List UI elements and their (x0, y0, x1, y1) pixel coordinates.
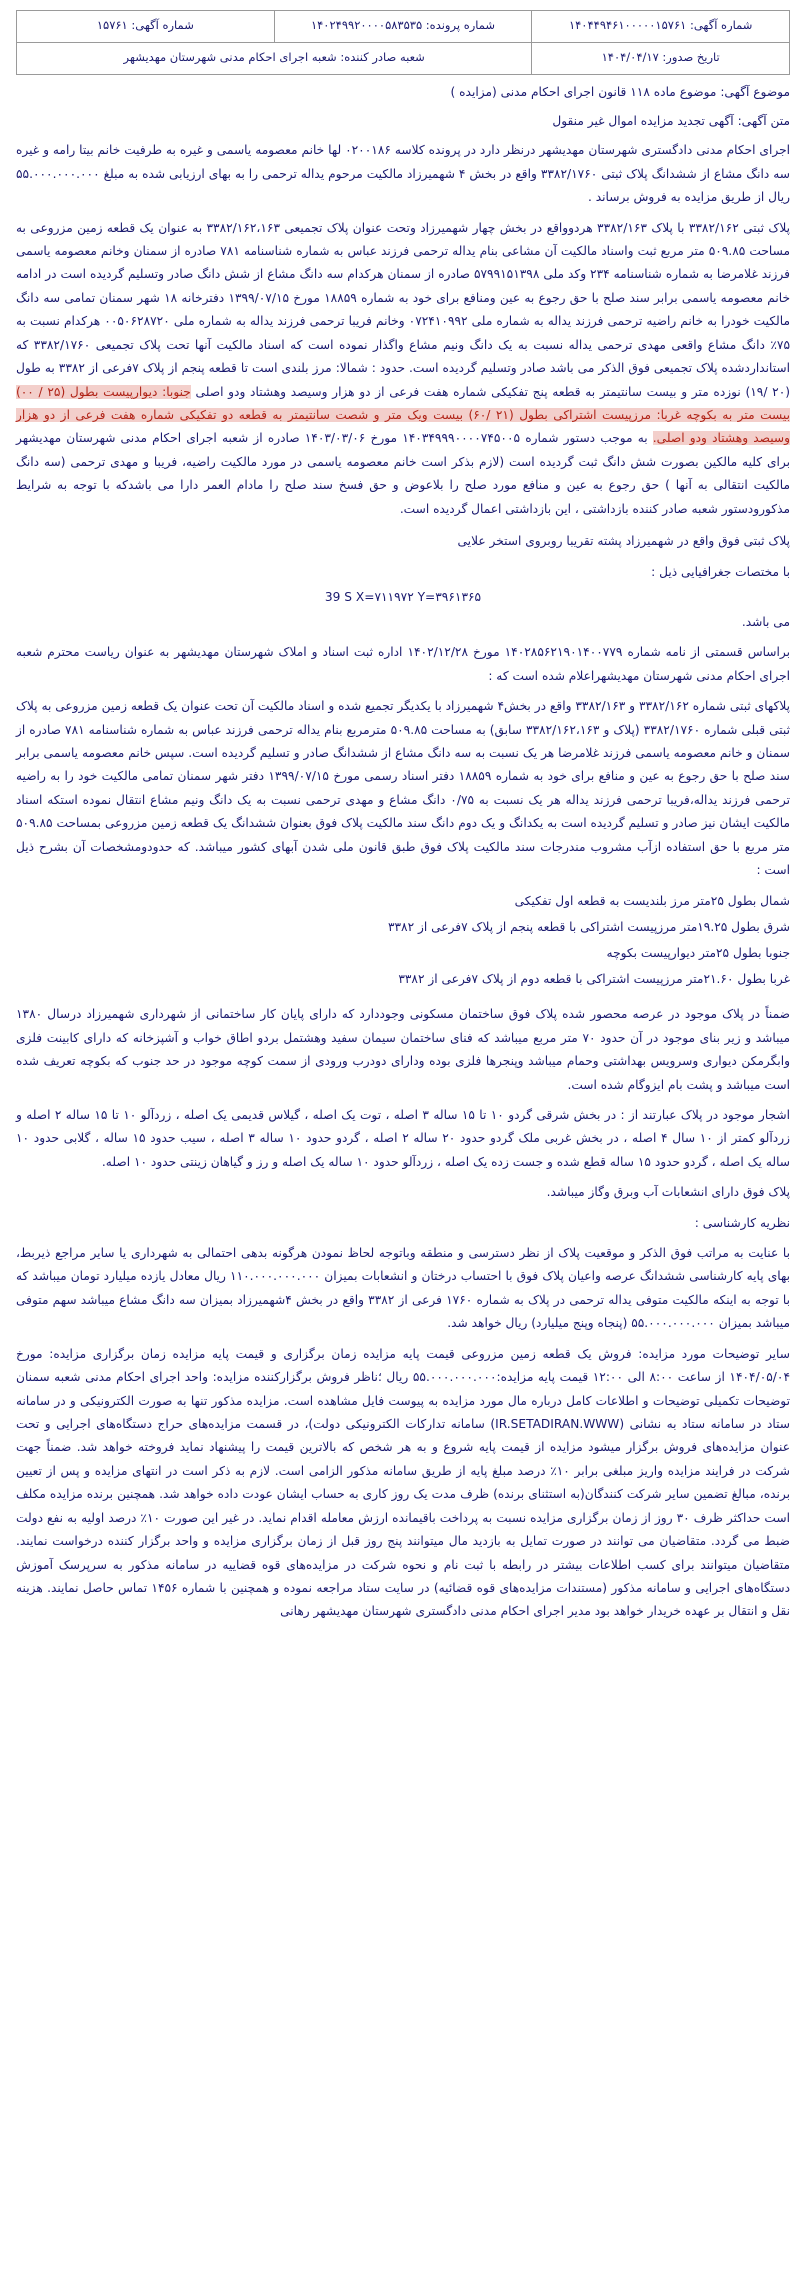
property-description-cont: به موجب دستور شماره ۱۴۰۳۴۹۹۹۰۰۰۰۷۴۵۰۰۵ مورخ ۱۴۰۳/۰۳/۰۶ صادره از شعبه اجرای احکام مدنی شهرستان مهدیشهر برای کلیه مالکین بصورت شش دانگ ثبت گردیده است (لازم بذکر است خانم معصومه یاسمی در مورد مالکیت راضیه، فریبا و مهدی ترحمی (سه دانگ مالکیت انتقالی به آنها ) حق رجوع به عین و منافع مورد صلح را بلاعوض و حق فسخ سند صلح را مادام العمر دارا می باشدکه با توجه به شرایط مذکورودستور شعبه صادر کننده بازداشتی ، این بازداشتی اعمال گردیده است. (16, 431, 790, 516)
property-description-text: پلاک ثبتی ۳۳۸۲/۱۶۲ با پلاک ۳۳۸۲/۱۶۳ هردوواقع در بخش چهار شهمیرزاد وتحت عنوان پلاک تجمیعی ۳۳۸۲/۱۶۲،۱۶۳ به عنوان یک قطعه زمین مزروعی به مساحت ۵۰۹.۸۵ متر مربع ثبت واسناد مالکیت آن مشاعی بنام یداله ترحمی فرزند عباس به شماره شناسنامه ۷۸۱ صادره از سمنان وخانم معصومه یاسمی فرزند غلامرضا به شماره شناسنامه ۲۳۴ وکد ملی ۵۷۹۹۱۵۱۳۹۸ صادره از سمنان هرکدام سه دانگ مشاع از شش دانگ صادر وتسلیم گردیده است در ادامه خانم معصومه یاسمی برابر سند صلح با حق رجوع به عین ومنافع برای خود به شماره ۱۸۸۵۹ مورخ ۱۳۹۹/۰۷/۱۵ دفترخانه ۱۸ شهر سمنان تمامی سه دانگ مالکیت خودرا به خانم راضیه ترحمی فرزند یداله به شماره ملی ۰۷۲۴۱۰۹۹۲ وخانم فریبا ترحمی فرزند یداله به شماره ملی ۰۰۵۰۶۲۸۷۲۰ هرکدام نسبت به ۷۵٪ دانگ مشاع واقعی مهدی ترحمی یداله نسبت به یک دانگ ونیم مشاع واگذار نموده است که اسناد مالکیت آنها تحت پلاک تجمیعی ۳۳۸۲/۱۷۶۰ که استانداردشده پلاک تجمیعی فوق الذکر می باشد صادر وتسلیم گردیده است. حدود : شمالا: مرز بلندی است تا قطعه پنجم از پلاک ۷فرعی از ۳۳۸۲ به طول (۲۰ /۱۹) نوزده متر و بیست سانتیمتر به قطعه پنج تفکیکی شماره هفت فرعی از دو هزار وسیصد وهشتاد ودو اصلی (16, 220, 791, 399)
spacer (16, 994, 790, 1003)
paragraph-property-description (16, 217, 790, 521)
issuing-branch-cell (17, 43, 532, 75)
table-row (17, 43, 790, 75)
paragraph-utilities: پلاک فوق دارای انشعابات آب وبرق وگاز میباشد. (546, 1185, 790, 1200)
coordinates-block (16, 586, 790, 611)
announcement-short-number-cell (17, 11, 275, 43)
table-row (17, 11, 790, 43)
property-boundary-highlight: جنوبا: دیوارپیست بطول (۲۵ / ۰۰) بیست متر به بکوچه غربا: مرزپیست اشتراکی بطول (۲۱ /۶۰) بیست ویک متر و شصت سانتیمتر به قطعه دو تفکیکی شماره هفت فرعی از دو هزار وسیصد وهشتاد ودو اصلی. (16, 384, 790, 446)
case-number-label: شماره پرونده: (425, 18, 496, 33)
paragraph-auction-details: سایر توضیحات مورد مزایده: فروش یک قطعه زمین مزروعی قیمت پایه مزایده زمان برگزاری و قیمت پایه مزایده زمان برگزاری مزایده: مورخ ۱۴۰۴/۰۵/۰۴ از ساعت ۸:۰۰ الی ۱۲:۰۰ قیمت پایه مزایده:۵۵.۰۰۰.۰۰۰.۰۰۰ ریال ؛ناظر فروش برگزارکننده مزایده: واحد اجرای احکام مدنی شعبه سمنان توضیحات تکمیلی توضیحات و اطلاعات کامل درباره مال مورد مزایده به پیوست فایل مشاهده است. مزایده مذکور تنها به صورت الکترونیکی و در سامانه ستاد در سامانه ستاد به نشانی (IR.SETADIRAN.WWW) سامانه تدارکات الکترونیکی دولت)، در قسمت مزایده‌های حراج دستگاه‌های اجرایی و تحت عنوان مزایده‌های فروش برگزار میشود مزایده از قیمت پایه شروع و به هر شخص که بالاترین قیمت را پیشنهاد نماید فروخته خواهد شد. ضمناً جهت شرکت در فرایند مزایده واریز مبلغی برابر ۱۰٪ درصد مبلغ پایه از طریق سامانه مذکور الزامی است. لازم به ذکر است در انتهای مزایده و پس از تعیین برنده، مبالغ تضمین سایر شرکت کنندگان(به استثنای برنده) ظرف مدت یک روز کاری به حساب ایشان عودت داده خواهد شد. همچنین برنده مزایده مکلف است حداکثر ظرف ۳۰ روز از زمان برگزاری مزایده نسبت به پرداخت باقیمانده ارزش معامله اقدام نماید. در غیر این صورت ۱۰٪ درصد اولیه به نفع دولت ضبط می گردد. متقاضیان می توانند در صورت تمایل به بازدید مال میتوانند پنج روز قبل از زمان برگزاری مزایده و واحد برگزار کننده درخواست نمایند. متقاضیان میتوانند برای کسب اطلاعات بیشتر در رابطه با ثبت نام و نحوه شرکت در مزایده‌های قوه قضاییه در سامانه مذکور به سرپرسک آموزش دستگاه‌های اجرایی و سامانه مذکور (مستندات مزایده‌های قوه قضائیه) در سایت ستاد مراجعه نموده و همچنین با شماره ۱۴۵۶ تماس حاصل نمایند. هزینه نقل و انتقال بر عهده خریدار خواهد بود مدیر اجرای احکام مدنی دادگستری شهرستان مهدیشهر رهانی (16, 1346, 791, 1619)
header-meta-table (16, 10, 790, 75)
boundary-north: شمال بطول ۲۵متر مرز بلندیست به قطعه اول تفکیکی (514, 893, 790, 908)
paragraph-registry-details: پلاکهای ثبتی شماره ۳۳۸۲/۱۶۲ و ۳۳۸۲/۱۶۳ واقع در بخش۴ شهمیرزاد با یکدیگر تجمیع شده و اسناد مالکیت آن تحت عنوان یک قطعه زمین مزروعی به پلاک ثبتی قبلی شماره ۳۳۸۲/۱۷۶۰ (پلاک و ۳۳۸۲/۱۶۲،۱۶۳ سابق) به مساحت ۵۰۹.۸۵ مترمربع بنام یداله ترحمی فرزند عباس به شماره شناسنامه ۷۸۱ صادره از سمنان و خانم معصومه یاسمی فرزند غلامرضا هر یک نسبت به سه دانگ مشاع از ششدانگ صادر و تسلیم گردیده است. سپس خانم معصومه یاسمی برابر سند صلح با حق رجوع به عین و منافع برای خود به شماره ۱۸۸۵۹ دفتر اسناد رسمی مورخ ۱۳۹۹/۰۷/۱۵ دفتر شهر سمنان تمامی مالکیت خود را به راضیه ترحمی فرزند یداله،فریبا ترحمی فرزند یداله هر یک نسبت به ۰/۷۵ دانگ مشاع و مهدی ترحمی نسبت به یک دانگ ونیم مشاع انتقال نموده استکه اسناد مالکیت ایشان نیز صادر و تسلیم گردیده است به یکدانگ و یک دوم دانگ سند مالکیت پلاک فوق بعنوان ششدانگ یک قطعه زمین مزروعی بمساحت ۵۰۹.۸۵ متر مربع با حق استفاده ازآب مشروب مندرجات سند مالکیت پلاک فوق طبق قانون ملی شدن آبهای کشور میباشد. که حدودومشخصات آن بشرح ذیل است : (16, 699, 791, 878)
announcement-title: آگهی تجدید مزایده اموال غیر منقول (552, 114, 734, 129)
issue-date-label: تاریخ صدور: (662, 50, 720, 65)
announcement-short-number-value: ۱۵۷۶۱ (96, 18, 128, 33)
case-number-cell (274, 11, 532, 43)
boundary-west: غربا بطول ۲۱.۶۰متر مرزپیست اشتراکی با قطعه دوم از پلاک ۷فرعی از ۳۳۸۲ (398, 972, 790, 987)
subject-line (16, 81, 790, 104)
paragraph-coords-label: با مختصات جغرافیایی ذیل : (651, 564, 790, 579)
announcement-number-cell (532, 11, 790, 43)
issuing-branch-value: شعبه اجرای احکام مدنی شهرستان مهدیشهر (123, 50, 337, 65)
boundary-east: شرق بطول ۱۹.۲۵متر مرزپیست اشتراکی با قطعه پنجم از پلاک ۷فرعی از ۳۳۸۲ (387, 919, 790, 934)
boundary-south: جنوبا بطول ۲۵متر دیوارپیست بکوچه (606, 945, 790, 960)
expert-opinion-heading: نظریه کارشناسی : (694, 1215, 790, 1230)
announcement-short-number-label: شماره آگهی: (131, 18, 194, 33)
issue-date-cell (532, 43, 790, 75)
announcement-title-line (16, 110, 790, 133)
paragraph-registry-letter: براساس قسمتی از نامه شماره ۱۴۰۲۸۵۶۲۱۹۰۱۴۰۰۷۷۹ مورخ ۱۴۰۲/۱۲/۲۸ اداره ثبت اسناد و املاک شهرستان مهدیشهر به عنوان ریاست محترم شعبه اجرای احکام مدنی شهرستان مهدیشهراعلام شده است که : (16, 645, 790, 683)
paragraph-building: ضمناً در پلاک موجود در عرصه محصور شده پلاک فوق ساختمان مسکونی وجوددارد که دارای پایان کار ساختمانی از شهرداری شهمیرزاد درسال ۱۳۸۰ میباشد و زیر بنای موجود در آن حدود ۷۰ متر مربع میباشد که فنای ساختمان سیمان سفید وهشتمل بردو اطاق خواب و آشپزخانه که دارای کابینت فلزی وابگرمکن دیواری وسرویس بهداشتی وحمام میباشد وپنجرها فلزی بوده ودارای دودرب ورودی از سمت کوچه موجود در حد جنوب که بکوچه تعریف شده است میباشد و پشت بام ایزوگام شده است. (16, 1007, 790, 1092)
paragraph-valuation: با عنایت به مراتب فوق الذکر و موقعیت پلاک از نظر دسترسی و منطقه وباتوجه لحاظ نمودن هرگونه بدهی احتمالی به شهرداری یا سایر مراجع ذیربط، بهای پایه کارشناسی ششدانگ عرصه واعیان پلاک فوق با احتساب درختان و انشعابات بمیزان ۱۱۰.۰۰۰.۰۰۰.۰۰۰ ریال معادل یازده میلیارد تومان میباشد که با توجه به اینکه مالکیت متوفی یداله ترحمی در پلاک به شماره ۱۷۶۰ فرعی از ۳۳۸۲ واقع در بخش ۴شهمیرزاد بمیزان سه دانگ مشاع میباشد سهم متوفی میباشد بمیزان ۵۵.۰۰۰.۰۰۰.۰۰۰ (پنجاه وپنج میلیارد) ریال خواهد شد. (16, 1246, 790, 1331)
issue-date-value: ۱۴۰۴/۰۴/۱۷ (601, 50, 659, 65)
case-number-value: ۱۴۰۲۴۹۹۲۰۰۰۰۵۸۳۵۳۵ (310, 18, 423, 33)
announcement-label: متن آگهی: (737, 114, 790, 129)
paragraph-coords-end: می باشد. (741, 614, 790, 629)
issuing-branch-label: شعبه صادر کننده: (340, 50, 425, 65)
paragraph-intro: اجرای احکام مدنی دادگستری شهرستان مهدیشهر درنظر دارد در پرونده کلاسه ۰۲۰۰۱۸۶ لها خانم معصومه یاسمی و غیره به طرفیت خانم بیتا رامه و غیره سه دانگ مشاع از ششدانگ پلاک ثبتی ۳۳۸۲/۱۷۶۰ واقع در بخش ۴ شهمیرزاد مالکیت مرحوم یداله ترحمی را به بهای ارزیابی شده به مبلغ ۵۵.۰۰۰.۰۰۰.۰۰۰ ریال از طریق مزایده به فروش برساند . (16, 143, 791, 205)
announcement-number-label: شماره آگهی: (689, 18, 753, 33)
spacer (16, 521, 790, 530)
subject-label: موضوع آگهی: (720, 85, 790, 99)
announcement-number-value: ۱۴۰۴۴۹۴۶۱۰۰۰۰۰۱۵۷۶۱ (568, 18, 687, 33)
paragraph-location: پلاک ثبتی فوق واقع در شهمیرزاد پشته تقریبا روبروی استخر علایی (457, 534, 790, 549)
paragraph-trees: اشجار موجود در پلاک عبارتند از : در بخش شرقی گردو ۱۰ تا ۱۵ ساله ۳ اصله ، توت یک اصله ، گیلاس قدیمی یک اصله ، زردآلو ۱۰ تا ۱۵ ساله ۲ اصله و زردآلو کمتر از ۱۰ سال ۴ اصله ، در بخش غربی ملک گردو حدود ۲۰ ساله ۲ اصله ، گردو حدود ۱۰ ساله ۳ اصله ، سیب حدود ۱۵ ساله ، گلابی حدود ۱۰ ساله یک اصله ، گردو حدود ۱۵ ساله قطع شده و جست زده یک اصله ، زردآلو حدود ۱۰ ساله یک اصله و رز و گیاهان زینتی حدود ۱۰ اصله. (16, 1107, 790, 1169)
subject-value: موضوع ماده ۱۱۸ قانون اجرای احکام مدنی (مزایده ) (450, 85, 717, 99)
coordinates-value: 39 S X=۷۱۱۹۷۲ Y=۳۹۶۱۳۶۵ (324, 589, 482, 604)
